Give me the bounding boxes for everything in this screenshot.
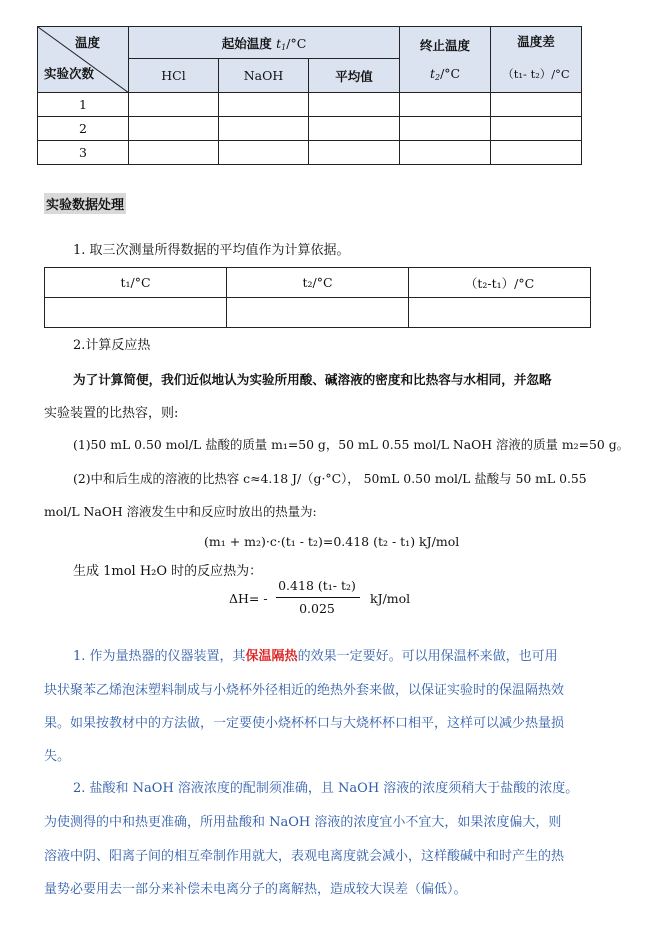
col-t2: t₂/°C bbox=[227, 268, 409, 298]
note-2-line-3: 溶液中阴、阳离子间的相互牵制作用就大，表观电离度就会减小，这样酸碱中和时产生的热 bbox=[44, 849, 565, 864]
end-temp-header bbox=[400, 27, 491, 93]
start-temp-header bbox=[129, 27, 400, 59]
step-1: 1. 取三次测量所得数据的平均值作为计算依据。 bbox=[73, 243, 350, 258]
average-data-table bbox=[44, 267, 591, 328]
cell bbox=[309, 93, 400, 117]
col-average: 平均值 bbox=[309, 59, 400, 93]
dh-unit: kJ/mol bbox=[370, 591, 411, 606]
temp-diff-expr: （t₁- t₂）/°C bbox=[502, 67, 570, 81]
step-2: 2.计算反应热 bbox=[73, 338, 151, 353]
table-row bbox=[38, 141, 582, 165]
fraction-bar bbox=[276, 597, 360, 598]
cell bbox=[491, 117, 582, 141]
note-1-highlight: 保温隔热 bbox=[245, 649, 298, 664]
col-naoh: NaOH bbox=[219, 59, 309, 93]
note-1-line-4: 失。 bbox=[44, 749, 71, 764]
end-temp-sub: 2 bbox=[434, 73, 441, 82]
cell bbox=[409, 298, 591, 328]
table-row bbox=[45, 298, 591, 328]
paragraph-line: 为了计算简便，我们近似地认为实验所用酸、碱溶液的密度和比热容与水相同，并忽略 bbox=[73, 372, 552, 387]
heat-formula: (m₁ + m₂)·c·(t₁ - t₂)=0.418 (t₂ - t₁) kJ/mol bbox=[204, 534, 460, 549]
section-title: 实验数据处理 bbox=[44, 193, 126, 214]
end-temp-unit: /°C bbox=[440, 66, 461, 81]
cell bbox=[219, 141, 309, 165]
table-row bbox=[38, 93, 582, 117]
temp-diff-header bbox=[491, 27, 582, 93]
cell bbox=[309, 117, 400, 141]
cell bbox=[400, 117, 491, 141]
note-2-line-1: 2. 盐酸和 NaOH 溶液浓度的配制须准确，且 NaOH 溶液的浓度须稍大于盐酸的浓度。 bbox=[73, 781, 579, 796]
cell bbox=[45, 298, 227, 328]
end-temp-label: 终止温度 bbox=[420, 38, 471, 53]
note-2-line-4: 量势必要用去一部分来补偿未电离分子的离解热，造成较大误差（偏低）。 bbox=[44, 882, 467, 897]
start-temp-unit: /°C bbox=[286, 35, 307, 51]
dh-numerator: 0.418 (t₁- t₂) bbox=[278, 578, 356, 593]
row-number: 1 bbox=[38, 93, 129, 117]
table-row bbox=[45, 268, 591, 298]
dh-denominator: 0.025 bbox=[299, 601, 335, 616]
end-temp-unit-line bbox=[400, 66, 490, 82]
cell bbox=[129, 141, 219, 165]
note-2-line-2: 为使测得的中和热更准确，所用盐酸和 NaOH 溶液的浓度宜小不宜大，如果浓度偏大，则 bbox=[44, 815, 562, 830]
paragraph-line: 实验装置的比热容，则: bbox=[44, 406, 179, 421]
cell bbox=[219, 93, 309, 117]
cell bbox=[491, 93, 582, 117]
col-hcl: HCl bbox=[129, 59, 219, 93]
experiment-record-table bbox=[37, 26, 582, 165]
start-temp-label: 起始温度 bbox=[221, 35, 277, 51]
note-1-line-2: 块状聚苯乙烯泡沫塑料制成与小烧杯外径相近的绝热外套来做，以保证实验时的保温隔热效 bbox=[44, 683, 565, 698]
note-1-text-b: 的效果一定要好。可以用保温杯来做，也可用 bbox=[297, 649, 558, 664]
col-t2-minus-t1: （t₂-t₁）/°C bbox=[409, 268, 591, 298]
note-1-text-a: 1. 作为量热器的仪器装置，其 bbox=[73, 649, 246, 664]
table-corner-cell bbox=[38, 27, 129, 93]
row-number: 3 bbox=[38, 141, 129, 165]
cell bbox=[129, 93, 219, 117]
table-row bbox=[38, 117, 582, 141]
note-1-line-1 bbox=[73, 645, 558, 664]
cell bbox=[309, 141, 400, 165]
end-temp-var: t bbox=[429, 66, 435, 81]
heat-label: 生成 1mol H₂O 时的反应热为： bbox=[73, 564, 263, 579]
cell bbox=[491, 141, 582, 165]
cell bbox=[400, 93, 491, 117]
note-1-line-3: 果。如果按教材中的方法做，一定要使小烧杯杯口与大烧杯杯口相平，这样可以减少热量损 bbox=[44, 716, 565, 731]
cell bbox=[129, 117, 219, 141]
col-t1: t₁/°C bbox=[45, 268, 227, 298]
cell bbox=[227, 298, 409, 328]
corner-temperature-label: 温度 bbox=[74, 35, 100, 50]
temp-diff-label: 温度差 bbox=[517, 34, 555, 49]
start-temp-sub: 1 bbox=[281, 42, 287, 52]
item-2-line-1: (2)中和后生成的溶液的比热容 c≈4.18 J/（g·°C）， 50mL 0.50 mol/L 盐酸与 50 mL 0.55 bbox=[73, 471, 587, 486]
corner-trial-label: 实验次数 bbox=[44, 66, 95, 81]
row-number: 2 bbox=[38, 117, 129, 141]
item-2-line-2: mol/L NaOH 溶液发生中和反应时放出的热量为: bbox=[44, 504, 317, 519]
dh-lhs: ΔH= - bbox=[229, 591, 268, 606]
cell bbox=[219, 117, 309, 141]
cell bbox=[400, 141, 491, 165]
start-temp-var: t bbox=[276, 35, 282, 51]
item-1: (1)50 mL 0.50 mol/L 盐酸的质量 m₁=50 g，50 mL 0.55 mol/L NaOH 溶液的质量 m₂=50 g。 bbox=[73, 437, 630, 452]
